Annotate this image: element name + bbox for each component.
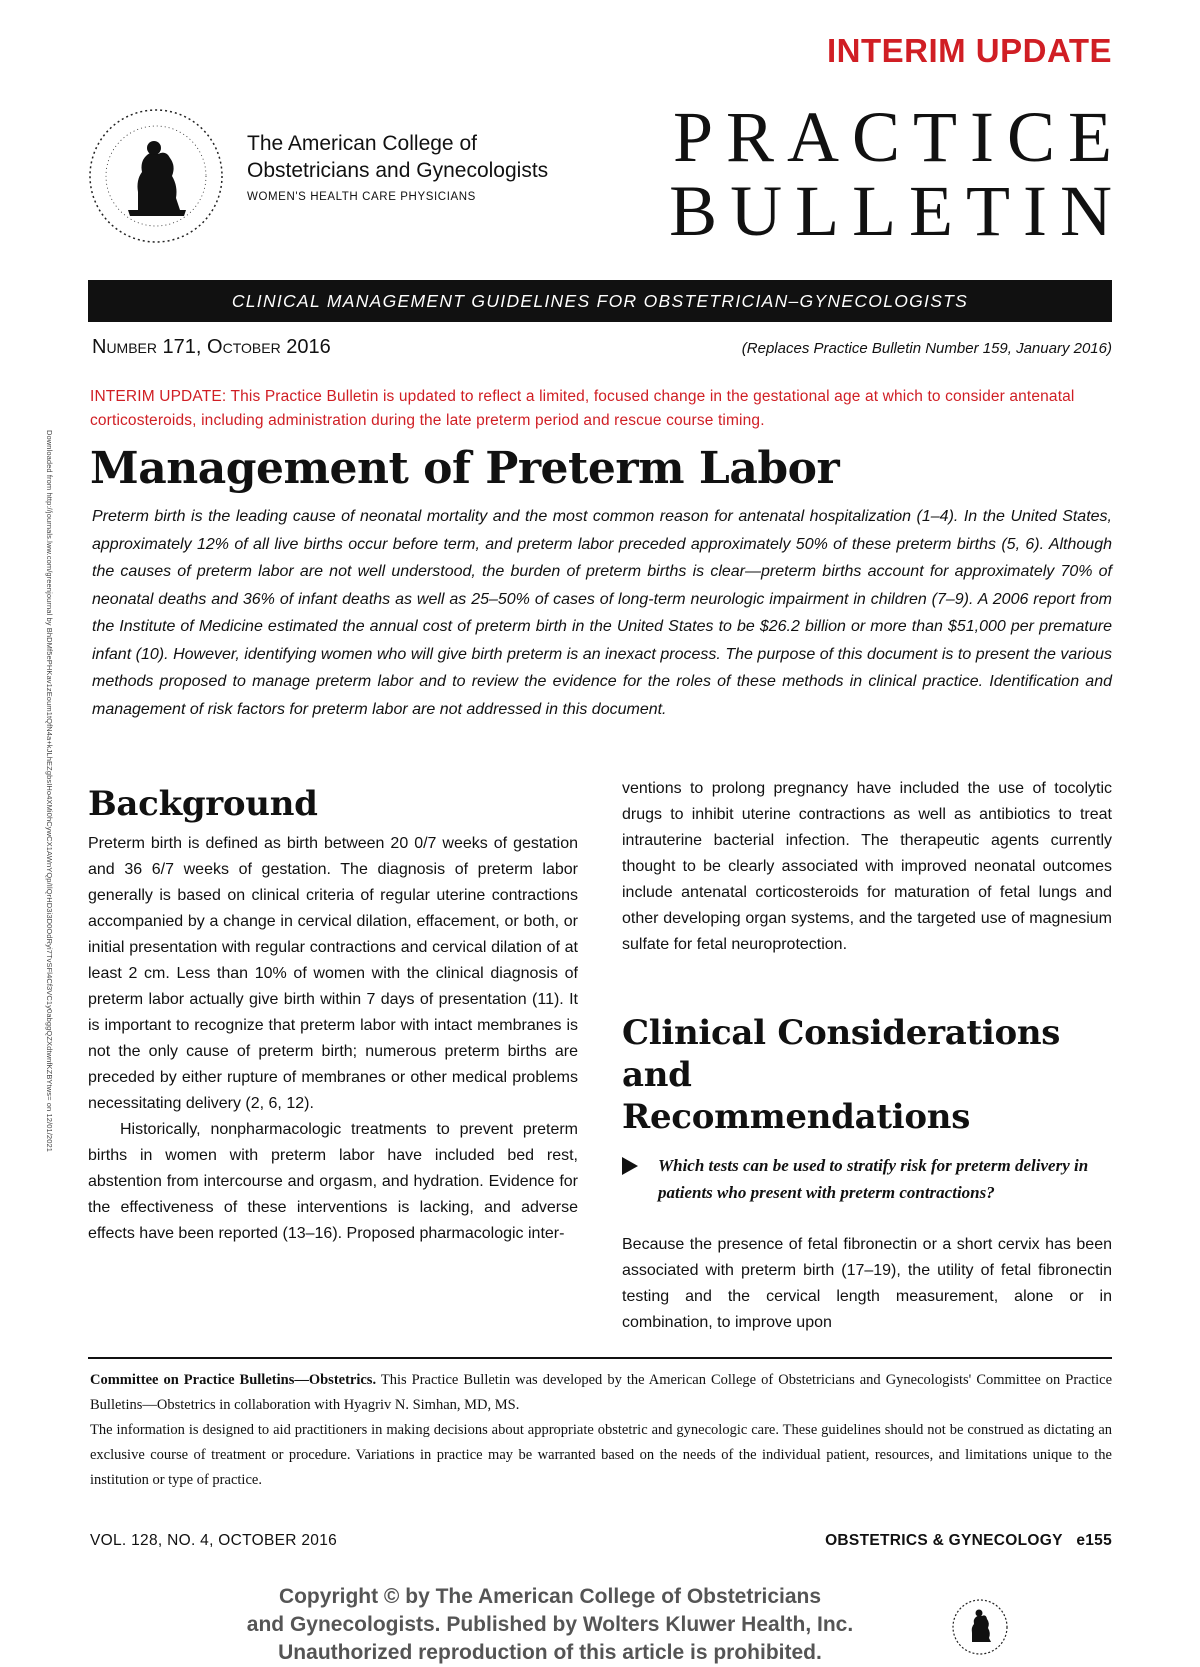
journal-page: OBSTETRICS & GYNECOLOGY e155 <box>825 1532 1112 1549</box>
background-body <box>88 831 578 1247</box>
interim-update-label: INTERIM UPDATE <box>826 32 1112 69</box>
question-block <box>622 1152 1112 1206</box>
answer-text: Because the presence of fetal fibronectin or a short cervix has been associated with preterm birth (17–19), the utility of fetal fibronectin testing and the cervical length measurement, alone or in combination, to improve upon <box>622 1236 1112 1331</box>
copyright-line-2: and Gynecologists. Published by Wolters Kluwer Health, Inc. <box>246 1613 854 1636</box>
committee-note <box>90 1368 1112 1418</box>
organization-tagline: WOMEN'S HEALTH CARE PHYSICIANS <box>247 191 476 203</box>
practice-bulletin-title <box>669 97 1125 251</box>
copyright-line-1: Copyright © by The American College of Obstetricians <box>278 1585 822 1608</box>
right-column-continuation: ventions to prolong pregnancy have included the use of tocolytic drugs to inhibit uterine contractions as well as antibiotics to treat intrauterine bacterial infection. The therapeutic agents currently thought to be clearly associated with improved neonatal outcomes include antenatal corticosteroids for maturation of fetal lungs and other developing organ systems, and the targeted use of magnesium sulfate for fetal neuroprotection. <box>622 780 1112 953</box>
org-name-line-2: Obstetricians and Gynecologists <box>247 159 549 182</box>
volume-info: VOL. 128, NO. 4, OCTOBER 2016 <box>90 1532 338 1549</box>
copyright-line-3: Unauthorized reproduction of this article is prohibited. <box>278 1641 822 1664</box>
committee-footnote <box>90 1368 1112 1493</box>
issue-number: Number 171, October 2016 <box>92 336 331 358</box>
committee-text: This Practice Bulletin was developed by the American College of Obstetricians and Gynecologists' Committee on Practice Bulletins—Obstetrics in collaboration with Hyagriv N. Simhan, MD, MS. <box>90 1372 1113 1413</box>
clinical-heading-line-2: Recommendations <box>622 1097 971 1137</box>
background-heading: Background <box>88 784 318 824</box>
download-note-text: Downloaded from http://journals.lww.com/greenjournal by BhDMf5ePHKav1zEoum1tQfN4a+kJLhEZgbsIHo4XMi0hCywCX1AWnYQp/IlQrHD3i3D0OdRyi7TvSFl4Cf3VC1y0abggQZXdtwnfKZBYtws= on 12/01/2021 <box>45 430 54 1153</box>
title-line-2: BULLETIN <box>669 171 1125 251</box>
footnote-divider <box>88 1357 1112 1359</box>
acog-small-seal-icon <box>951 1598 1009 1656</box>
question-text: Which tests can be used to stratify risk for preterm delivery in patients who present with preterm contractions? <box>658 1156 1089 1202</box>
org-name-line-1: The American College of <box>247 132 477 155</box>
acog-seal-logo <box>86 106 226 246</box>
clinical-considerations-heading <box>622 1012 1112 1138</box>
guidelines-banner <box>88 280 1112 322</box>
article-title: Management of Preterm Labor <box>90 443 840 494</box>
copyright-notice <box>150 1583 950 1667</box>
clinical-heading-line-1: Clinical Considerations and <box>622 1013 1061 1095</box>
interim-update-note: INTERIM UPDATE: This Practice Bulletin is updated to reflect a limited, focused change in the gestational age at which to consider antenatal corticosteroids, including administration during the late preterm period and rescue course timing. <box>90 388 1075 429</box>
banner-text: CLINICAL MANAGEMENT GUIDELINES FOR OBSTETRICIAN–GYNECOLOGISTS <box>231 290 969 311</box>
download-margin-note <box>42 430 56 1430</box>
background-paragraph-2: Historically, nonpharmacologic treatments to prevent preterm births in women with preterm labor have included bed rest, abstention from intercourse and orgasm, and hydration. Evidence for the effectiveness of these interventions is lacking, and adverse effects have been reported (13–16). Proposed pharmacologic inter- <box>88 1121 578 1242</box>
article-abstract: Preterm birth is the leading cause of neonatal mortality and the most common reason for antenatal hospitalization (1–4). In the United States, approximately 12% of all live births occur before term, and preterm labor preceded approximately 50% of these preterm births (5, 6). Although the causes of preterm labor are not well understood, the burden of preterm births is clear—preterm births account for approximately 70% of neonatal deaths and 36% of infant deaths as well as 25–50% of cases of long-term neurologic impairment in children (7–9). A 2006 report from the Institute of Medicine estimated the annual cost of preterm birth in the United States to be $26.2 billion or more than $51,000 per premature infant (10). However, identifying women who will give birth preterm is an inexact process. The purpose of this document is to present the various methods proposed to manage preterm labor and to review the evidence for the roles of these methods in clinical practice. Identification and management of risk factors for preterm labor are not addressed in this document. <box>92 508 1112 718</box>
disclaimer-text: The information is designed to aid practitioners in making decisions about appropriate obstetric and gynecologic care. These guidelines should not be construed as dictating an exclusive course of treatment or procedure. Variations in practice may be warranted based on the needs of the individual patient, resources, and limitations unique to the institution or type of practice. <box>90 1422 1112 1488</box>
committee-label: Committee on Practice Bulletins—Obstetrics. <box>90 1372 377 1388</box>
organization-name <box>247 130 548 184</box>
question-arrow-icon <box>622 1157 638 1175</box>
background-paragraph-1: Preterm birth is defined as birth between 20 0/7 weeks of gestation and 36 6/7 weeks of gestation. The diagnosis of preterm labor generally is based on clinical criteria of regular uterine contractions accompanied by a change in cervical dilation, effacement, or both, or initial presentation with regular contractions and cervical dilation of at least 2 cm. Less than 10% of women with the clinical diagnosis of preterm labor actually give birth within 7 days of presentation (11). It is important to recognize that preterm labor with intact membranes is not the only cause of preterm birth; numerous preterm births are preceded by either rupture of membranes or other medical problems necessitating delivery (2, 6, 12). <box>88 835 578 1112</box>
title-line-1: PRACTICE <box>672 97 1125 177</box>
replaces-note: (Replaces Practice Bulletin Number 159, January 2016) <box>741 340 1112 357</box>
